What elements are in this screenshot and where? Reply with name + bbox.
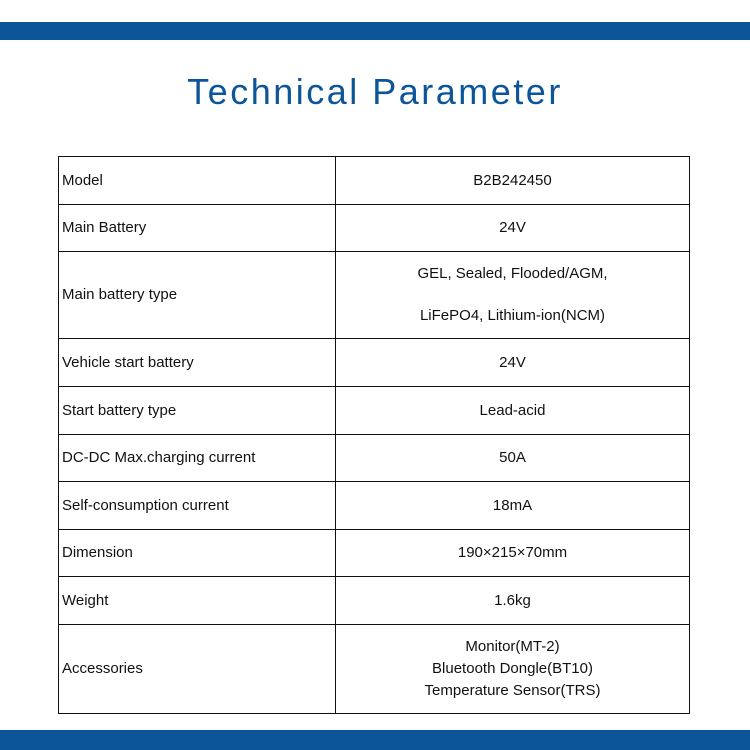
param-name: Main battery type: [59, 252, 336, 339]
param-value-line: 1.6kg: [494, 591, 531, 609]
param-name: Main Battery: [59, 205, 336, 252]
param-value: [336, 577, 690, 625]
param-name: DC-DC Max.charging current: [59, 435, 336, 482]
param-value: [336, 339, 690, 387]
param-value: [336, 387, 690, 435]
param-value-line: 18mA: [492, 496, 533, 514]
param-value-line: 24V: [499, 219, 526, 236]
table-row: [59, 577, 690, 625]
param-value-line: 24V: [499, 353, 526, 371]
param-value-line: GEL, Sealed, Flooded/AGM,: [417, 265, 608, 282]
param-value-line: Temperature Sensor(TRS): [424, 682, 601, 699]
param-value-line: Bluetooth Dongle(BT10): [432, 660, 593, 677]
param-value-line: Lead-acid: [479, 401, 546, 419]
table-row: [59, 625, 690, 714]
table-row: [59, 205, 690, 252]
param-value: [336, 157, 690, 205]
param-name: Start battery type: [59, 387, 336, 435]
param-value: [336, 625, 690, 714]
param-value: [336, 252, 690, 339]
table-row: [59, 387, 690, 435]
spec-table: [58, 156, 690, 714]
param-value-line: B2B242450: [473, 171, 552, 189]
param-name: Dimension: [59, 530, 336, 577]
param-value: [336, 205, 690, 252]
param-value-line: LiFePO4, Lithium-ion(NCM): [419, 307, 606, 324]
param-value-line: 190×215×70mm: [457, 544, 568, 561]
param-value: [336, 482, 690, 530]
param-name: Self-consumption current: [59, 482, 336, 530]
table-row: [59, 339, 690, 387]
param-value-line: Monitor(MT-2): [465, 638, 560, 655]
table-row: [59, 157, 690, 205]
table-row: [59, 435, 690, 482]
param-name: Weight: [59, 577, 336, 625]
param-value: [336, 435, 690, 482]
table-row: [59, 482, 690, 530]
table-row: [59, 252, 690, 339]
param-value: [336, 530, 690, 577]
table-row: [59, 530, 690, 577]
bottom-banner-stripe: [0, 730, 750, 750]
param-name: Accessories: [59, 625, 336, 714]
param-name: Vehicle start battery: [59, 339, 336, 387]
param-value-line: 50A: [499, 449, 526, 466]
page-title: Technical Parameter: [187, 71, 563, 112]
param-name: Model: [59, 157, 336, 205]
top-banner-stripe: [0, 22, 750, 40]
